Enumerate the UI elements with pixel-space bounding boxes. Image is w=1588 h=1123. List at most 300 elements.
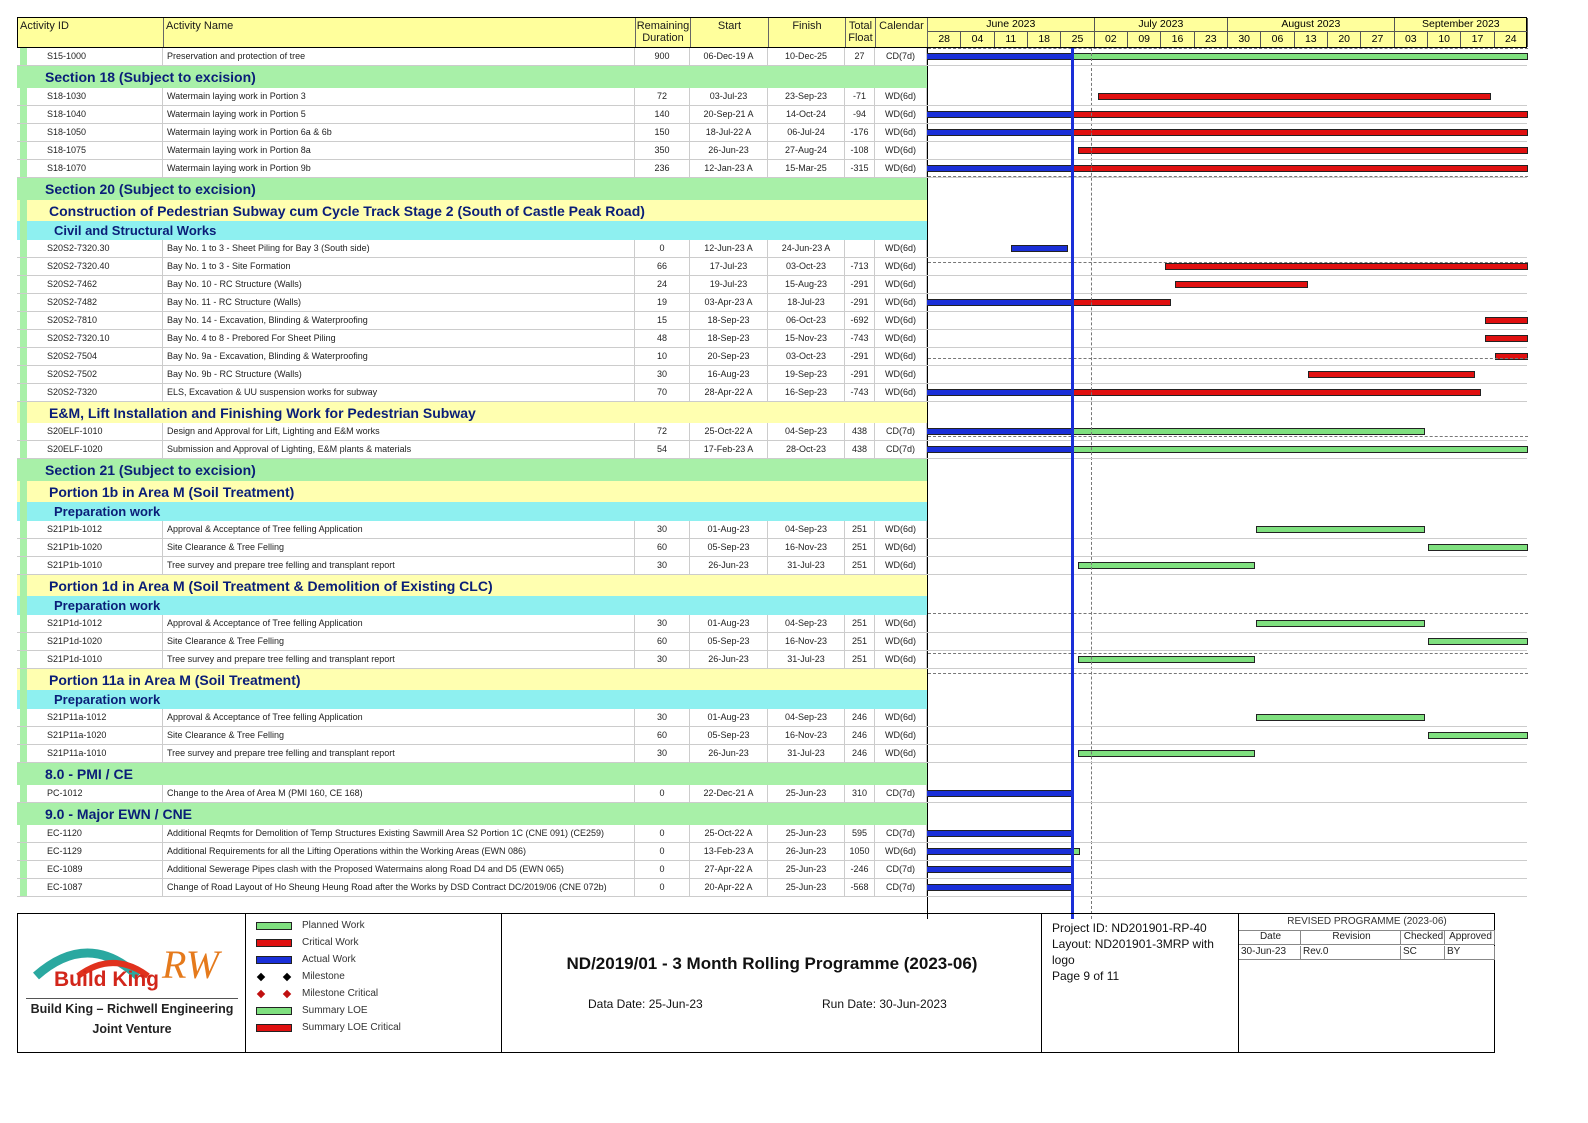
row-stripe [20,200,27,221]
wbs-band [17,803,1527,825]
cell-finish: 16-Nov-23 [768,727,845,744]
cell-id: S18-1040 [17,106,163,123]
cell-finish: 04-Sep-23 [768,521,845,538]
legend-item [256,988,378,999]
cell-dur: 30 [635,651,690,668]
cell-name: Bay No. 9b - RC Structure (Walls) [163,366,635,383]
row-stripe [20,575,27,596]
revision-value: Rev.0 [1301,946,1401,960]
cell-start: 28-Apr-22 A [690,384,768,401]
table-row[interactable] [17,879,1527,897]
cell-finish: 16-Nov-23 [768,633,845,650]
cell-id: S20S2-7502 [17,366,163,383]
wbs-title: 8.0 - PMI / CE [45,766,133,782]
row-stripe [20,763,27,785]
cell-name: Design and Approval for Lift, Lighting and E&M works [163,423,635,440]
cell-float: -291 [845,294,875,311]
cell-finish: 25-Jun-23 [768,785,845,802]
cell-start: 27-Apr-22 A [690,861,768,878]
cell-dur: 48 [635,330,690,347]
cell-float: -743 [845,384,875,401]
cell-id: S20S2-7320.10 [17,330,163,347]
cell-cal: WD(6d) [875,160,927,177]
cell-float: 251 [845,557,875,574]
cell-cal: WD(6d) [875,294,927,311]
timescale-week: 04 [961,32,994,47]
cell-cal: WD(6d) [875,745,927,762]
table-row[interactable] [17,785,1527,803]
cell-id: S21P1b-1012 [17,521,163,538]
table-row[interactable] [17,276,1527,294]
cell-name: Bay No. 10 - RC Structure (Walls) [163,276,635,293]
wbs-band [17,178,1527,200]
table-row[interactable] [17,825,1527,843]
column-header [17,17,1527,48]
cell-start: 20-Apr-22 A [690,879,768,896]
cell-finish: 24-Jun-23 A [768,240,845,257]
timescale-week: 06 [1261,32,1294,47]
cell-name: Bay No. 9a - Excavation, Blinding & Waterproofing [163,348,635,365]
revision-col-header: Date [1239,931,1301,945]
timescale-week: 30 [1228,32,1261,47]
cell-float: 251 [845,539,875,556]
cell-finish: 31-Jul-23 [768,651,845,668]
cell-id: S20S2-7482 [17,294,163,311]
legend-label: Critical Work [302,937,359,948]
cell-start: 01-Aug-23 [690,709,768,726]
cell-dur: 10 [635,348,690,365]
timescale-week: 20 [1328,32,1361,47]
cell-cal: WD(6d) [875,727,927,744]
cell-dur: 30 [635,521,690,538]
cell-id: S20S2-7320 [17,384,163,401]
cell-float [845,240,875,257]
cell-dur: 236 [635,160,690,177]
wbs-title: Section 18 (Subject to excision) [45,69,256,85]
cell-name: Bay No. 11 - RC Structure (Walls) [163,294,635,311]
cell-start: 12-Jan-23 A [690,160,768,177]
table-row[interactable] [17,48,1527,66]
cell-float: 251 [845,521,875,538]
cell-id: EC-1089 [17,861,163,878]
table-row[interactable] [17,651,1527,669]
table-row[interactable] [17,294,1527,312]
legend-item [256,937,358,948]
cell-cal: WD(6d) [875,312,927,329]
cell-dur: 30 [635,745,690,762]
cell-finish: 28-Oct-23 [768,441,845,458]
cell-cal: WD(6d) [875,276,927,293]
cell-float: 595 [845,825,875,842]
cell-name: Tree survey and prepare tree felling and transplant report [163,557,635,574]
cell-float: 27 [845,48,875,65]
cell-dur: 15 [635,312,690,329]
legend-swatch [256,922,292,930]
cell-float: 310 [845,785,875,802]
timescale-week: 11 [995,32,1028,47]
timescale-week: 10 [1428,32,1461,47]
table-row[interactable] [17,441,1527,459]
table-row[interactable] [17,633,1527,651]
cell-finish: 16-Nov-23 [768,539,845,556]
cell-cal: CD(7d) [875,785,927,802]
cell-dur: 72 [635,423,690,440]
revision-col-header: Checked [1401,931,1445,945]
cell-float: -291 [845,348,875,365]
cell-float: -291 [845,366,875,383]
wbs-band [17,221,1527,240]
row-stripe [20,459,27,481]
cell-start: 20-Sep-21 A [690,106,768,123]
table-row[interactable] [17,106,1527,124]
cell-name: Preservation and protection of tree [163,48,635,65]
legend-label: Summary LOE Critical [302,1022,401,1033]
cell-id: S18-1030 [17,88,163,105]
cell-name: Additional Reqmts for Demolition of Temp Structures Existing Sawmill Area S2 Portion 1C (CNE 091) (CE259) [163,825,635,842]
legend-item [256,971,345,982]
cell-start: 26-Jun-23 [690,142,768,159]
legend-swatch [256,1007,292,1015]
row-stripe [20,596,27,615]
timescale-week: 13 [1295,32,1328,47]
cell-finish: 31-Jul-23 [768,745,845,762]
table-row[interactable] [17,521,1527,539]
timescale-week: 17 [1461,32,1494,47]
cell-finish: 03-Oct-23 [768,258,845,275]
cell-cal: WD(6d) [875,366,927,383]
cell-finish: 16-Sep-23 [768,384,845,401]
cell-dur: 140 [635,106,690,123]
row-stripe [20,402,27,423]
cell-float: 438 [845,423,875,440]
cell-start: 06-Dec-19 A [690,48,768,65]
run-date: Run Date: 30-Jun-2023 [822,997,947,1011]
cell-id: S20S2-7504 [17,348,163,365]
legend-item [256,920,365,931]
col-calendar: Calendar [876,18,928,47]
cell-float: 251 [845,615,875,632]
cell-cal: WD(6d) [875,348,927,365]
cell-name: Approval & Acceptance of Tree felling Application [163,615,635,632]
cell-dur: 0 [635,879,690,896]
table-row[interactable] [17,557,1527,575]
table-row[interactable] [17,861,1527,879]
legend-label: Summary LOE [302,1005,368,1016]
cell-dur: 60 [635,727,690,744]
cell-float: -108 [845,142,875,159]
cell-name: Approval & Acceptance of Tree felling Application [163,521,635,538]
project-cell [1042,914,1239,1052]
cell-finish: 18-Jul-23 [768,294,845,311]
wbs-title: Section 20 (Subject to excision) [45,181,256,197]
cell-id: S21P1d-1012 [17,615,163,632]
cell-cal: WD(6d) [875,124,927,141]
table-row[interactable] [17,843,1527,861]
table-row[interactable] [17,384,1527,402]
cell-name: Change of Road Layout of Ho Sheung Heung Road after the Works by DSD Contract DC/2019/06 (CNE 072b) [163,879,635,896]
row-stripe [20,669,27,690]
cell-name: Additional Sewerage Pipes clash with the Proposed Watermains along Road D4 and D5 (EWN 065) [163,861,635,878]
table-row[interactable] [17,727,1527,745]
cell-float: 246 [845,709,875,726]
legend-diamond-icon [256,990,292,998]
timescale-week: 03 [1395,32,1428,47]
cell-cal: WD(6d) [875,240,927,257]
cell-finish: 15-Mar-25 [768,160,845,177]
table-row[interactable] [17,258,1527,276]
cell-float: -94 [845,106,875,123]
data-date: Data Date: 25-Jun-23 [588,997,703,1011]
cell-id: EC-1087 [17,879,163,896]
company-name-line1: Build King – Richwell Engineering [30,1002,234,1016]
col-finish: Finish [769,18,846,47]
wbs-band [17,596,1527,615]
cell-finish: 04-Sep-23 [768,709,845,726]
cell-name: Watermain laying work in Portion 6a & 6b [163,124,635,141]
cell-dur: 60 [635,633,690,650]
cell-dur: 350 [635,142,690,159]
revision-col-header: Approved [1445,931,1495,945]
legend-item [256,954,356,965]
cell-float: -568 [845,879,875,896]
table-row[interactable] [17,124,1527,142]
row-stripe [20,66,27,88]
cell-finish: 15-Aug-23 [768,276,845,293]
layout-name: Layout: ND201901-3MRP with logo [1052,937,1214,967]
row-stripe [20,178,27,200]
cell-float: -176 [845,124,875,141]
cell-start: 05-Sep-23 [690,633,768,650]
cell-name: Site Clearance & Tree Felling [163,633,635,650]
cell-cal: CD(7d) [875,861,927,878]
table-row[interactable] [17,745,1527,763]
timescale-week: 18 [1028,32,1061,47]
cell-name: ELS, Excavation & UU suspension works for subway [163,384,635,401]
table-row[interactable] [17,709,1527,727]
cell-start: 17-Jul-23 [690,258,768,275]
revision-col-header: Revision [1301,931,1401,945]
cell-id: S18-1050 [17,124,163,141]
cell-id: S20S2-7320.40 [17,258,163,275]
cell-dur: 66 [635,258,690,275]
row-stripe [20,502,27,521]
cell-start: 26-Jun-23 [690,745,768,762]
cell-start: 18-Sep-23 [690,312,768,329]
wbs-title: 9.0 - Major EWN / CNE [45,806,193,822]
data-date-line [1071,48,1074,919]
cell-finish: 10-Dec-25 [768,48,845,65]
cell-name: Additional Requirements for all the Lifting Operations within the Working Areas (EWN 086) [163,843,635,860]
row-stripe [20,690,27,709]
table-row[interactable] [17,366,1527,384]
revision-value: BY [1445,946,1495,960]
cell-float: 246 [845,745,875,762]
table-row[interactable] [17,330,1527,348]
timescale-month: September 2023 [1395,18,1528,32]
cell-id: S20S2-7320.30 [17,240,163,257]
cell-id: S21P11a-1020 [17,727,163,744]
wbs-title: Preparation work [54,692,161,707]
schedule-sheet [17,17,1527,1069]
cell-dur: 72 [635,88,690,105]
cell-finish: 06-Oct-23 [768,312,845,329]
legend-label: Milestone Critical [302,988,379,999]
cell-id: S20S2-7810 [17,312,163,329]
legend-label: Actual Work [302,954,356,965]
timescale-week: 27 [1361,32,1394,47]
table-row[interactable] [17,312,1527,330]
table-row[interactable] [17,539,1527,557]
wbs-band [17,690,1527,709]
cell-id: S21P11a-1010 [17,745,163,762]
cell-finish: 15-Nov-23 [768,330,845,347]
cell-finish: 14-Oct-24 [768,106,845,123]
cell-name: Bay No. 1 to 3 - Site Formation [163,258,635,275]
cell-finish: 25-Jun-23 [768,861,845,878]
cell-id: S21P1b-1010 [17,557,163,574]
table-row[interactable] [17,348,1527,366]
logo-brand1: Build King [54,968,159,991]
table-row[interactable] [17,142,1527,160]
cell-id: S21P11a-1012 [17,709,163,726]
cell-start: 01-Aug-23 [690,521,768,538]
legend-item [256,1005,368,1016]
cell-finish: 25-Jun-23 [768,825,845,842]
row-stripe [20,481,27,502]
cell-cal: WD(6d) [875,330,927,347]
cell-start: 26-Jun-23 [690,557,768,574]
cell-float: 251 [845,651,875,668]
cell-id: S15-1000 [17,48,163,65]
cell-id: S18-1070 [17,160,163,177]
table-row[interactable] [17,160,1527,178]
cell-cal: WD(6d) [875,615,927,632]
cell-cal: WD(6d) [875,709,927,726]
company-name-line2: Joint Venture [92,1022,172,1036]
revision-cell [1239,914,1495,1052]
wbs-band [17,575,1527,596]
legend [246,914,502,1052]
timescale-week: 02 [1095,32,1128,47]
col-remaining-duration: Remaining Duration [636,18,691,47]
table-row[interactable] [17,423,1527,441]
cell-name: Watermain laying work in Portion 5 [163,106,635,123]
cell-float: -71 [845,88,875,105]
cell-start: 19-Jul-23 [690,276,768,293]
wbs-title: Portion 11a in Area M (Soil Treatment) [49,671,301,688]
cell-id: S18-1075 [17,142,163,159]
cell-cal: CD(7d) [875,441,927,458]
wbs-band [17,481,1527,502]
cell-name: Approval & Acceptance of Tree felling Application [163,709,635,726]
cell-finish: 27-Aug-24 [768,142,845,159]
cell-dur: 30 [635,366,690,383]
wbs-title: Civil and Structural Works [54,223,217,238]
cell-id: S21P1b-1020 [17,539,163,556]
cell-name: Site Clearance & Tree Felling [163,539,635,556]
legend-diamond-icon [256,973,292,981]
cell-start: 03-Jul-23 [690,88,768,105]
revision-value: 30-Jun-23 [1239,946,1301,960]
cell-cal: CD(7d) [875,48,927,65]
project-id: Project ID: ND201901-RP-40 [1052,921,1207,935]
cell-cal: WD(6d) [875,539,927,556]
cell-start: 20-Sep-23 [690,348,768,365]
cell-cal: WD(6d) [875,843,927,860]
cell-start: 25-Oct-22 A [690,423,768,440]
cell-cal: WD(6d) [875,142,927,159]
page-number: Page 9 of 11 [1052,969,1120,983]
timescale-week: 24 [1495,32,1528,47]
logo-brand2: RW [162,942,220,987]
wbs-band [17,402,1527,423]
cell-start: 12-Jun-23 A [690,240,768,257]
cell-id: S20ELF-1010 [17,423,163,440]
cell-id: EC-1120 [17,825,163,842]
col-activity-name: Activity Name [164,18,636,47]
timescale-week: 23 [1195,32,1228,47]
cell-float: 251 [845,633,875,650]
timescale-week: 16 [1161,32,1194,47]
cell-id: S20ELF-1020 [17,441,163,458]
timescale-month: June 2023 [928,18,1095,32]
timescale [928,18,1528,47]
wbs-band [17,66,1527,88]
cell-cal: WD(6d) [875,633,927,650]
table-row[interactable] [17,615,1527,633]
cell-finish: 25-Jun-23 [768,879,845,896]
cell-name: Bay No. 4 to 8 - Prebored For Sheet Piling [163,330,635,347]
cell-cal: WD(6d) [875,258,927,275]
legend-swatch [256,939,292,947]
cell-start: 18-Sep-23 [690,330,768,347]
col-activity-id: Activity ID [18,18,164,47]
cell-cal: WD(6d) [875,88,927,105]
cell-name: Watermain laying work in Portion 9b [163,160,635,177]
cell-float: -692 [845,312,875,329]
cell-name: Watermain laying work in Portion 3 [163,88,635,105]
cell-finish: 03-Oct-23 [768,348,845,365]
cell-name: Tree survey and prepare tree felling and transplant report [163,651,635,668]
cell-start: 05-Sep-23 [690,727,768,744]
timescale-month: August 2023 [1228,18,1395,32]
cell-dur: 70 [635,384,690,401]
legend-item [256,1022,401,1033]
wbs-band [17,502,1527,521]
cell-dur: 19 [635,294,690,311]
table-row[interactable] [17,240,1527,258]
wbs-band [17,669,1527,690]
cell-name: Change to the Area of Area M (PMI 160, CE 168) [163,785,635,802]
cell-cal: WD(6d) [875,651,927,668]
cell-float: 438 [845,441,875,458]
cell-finish: 19-Sep-23 [768,366,845,383]
wbs-title: E&M, Lift Installation and Finishing Work for Pedestrian Subway [49,404,476,421]
cell-finish: 26-Jun-23 [768,843,845,860]
cell-name: Submission and Approval of Lighting, E&M plants & materials [163,441,635,458]
title-cell [502,914,1042,1052]
cell-cal: WD(6d) [875,557,927,574]
wbs-title: Preparation work [54,598,161,613]
legend-swatch [256,956,292,964]
timescale-week: 09 [1128,32,1161,47]
cell-dur: 24 [635,276,690,293]
cell-finish: 04-Sep-23 [768,423,845,440]
table-row[interactable] [17,88,1527,106]
col-start: Start [691,18,769,47]
cell-start: 18-Jul-22 A [690,124,768,141]
wbs-title: Construction of Pedestrian Subway cum Cycle Track Stage 2 (South of Castle Peak Road) [49,202,645,219]
